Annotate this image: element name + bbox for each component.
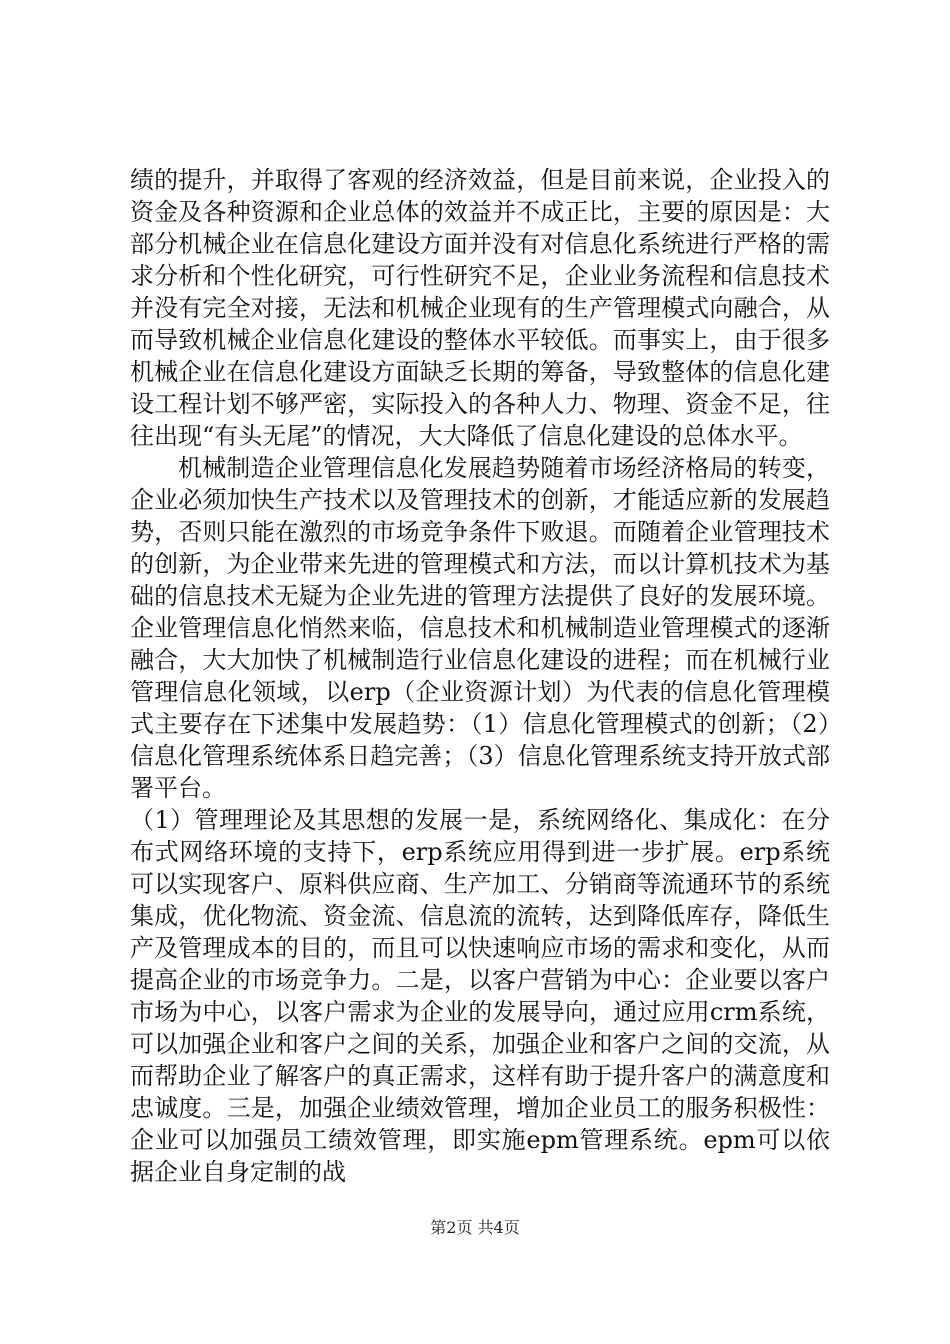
paragraph-2: 机械制造企业管理信息化发展趋势随着市场经济格局的转变，企业必须加快生产技术以及管理技术的创新，才能适应新的发展趋势，否则只能在激烈的市场竞争条件下败退。而随着企业管理技术的创新，为企业带来先进的管理模式和方法，而以计算机技术为基础的信息技术无疑为企业先进的管理方法提供了良好的发展环境。企业管理信息化悄然来临，信息技术和机械制造业管理模式的逐渐融合，大大加快了机械制造行业信息化建设的进程；而在机械行业管理信息化领域，以erp（企业资源计划）为代表的信息化管理模式主要存在下述集中发展趋势：（1）信息化管理模式的创新；（2）信息化管理系统体系日趋完善；（3）信息化管理系统支持开放式部署平台。: [130, 454, 830, 802]
paragraph-3: （1）管理理论及其思想的发展一是，系统网络化、集成化：在分布式网络环境的支持下，erp系统应用得到进一步扩展。erp系统可以实现客户、原料供应商、生产加工、分销商等流通环节的系统集成，优化物流、资金流、信息流的流转，达到降低库存，降低生产及管理成本的目的，而且可以快速响应市场的需求和变化，从而提高企业的市场竞争力。二是，以客户营销为中心：企业要以客户市场为中心，以客户需求为企业的发展导向，通过应用crm系统，可以加强企业和客户之间的关系，加强企业和客户之间的交流，从而帮助企业了解客户的真正需求，这样有助于提升客户的满意度和忠诚度。三是，加强企业绩效管理，增加企业员工的服务积极性：企业可以加强员工绩效管理，即实施epm管理系统。epm可以依据企业自身定制的战: [130, 806, 830, 1186]
page-number-footer: 第2页 共4页: [430, 1218, 520, 1237]
document-body: [130, 164, 830, 1188]
paragraph-1: 绩的提升，并取得了客观的经济效益，但是目前来说，企业投入的资金及各种资源和企业总体的效益并不成正比，主要的原因是：大部分机械企业在信息化建设方面并没有对信息化系统进行严格的需求分析和个性化研究，可行性研究不足，企业业务流程和信息技术并没有完全对接，无法和机械企业现有的生产管理模式向融合，从而导致机械企业信息化建设的整体水平较低。而事实上，由于很多机械企业在信息化建设方面缺乏长期的筹备，导致整体的信息化建设工程计划不够严密，实际投入的各种人力、物理、资金不足，往往出现“有头无尾”的情况，大大降低了信息化建设的总体水平。: [130, 166, 830, 450]
